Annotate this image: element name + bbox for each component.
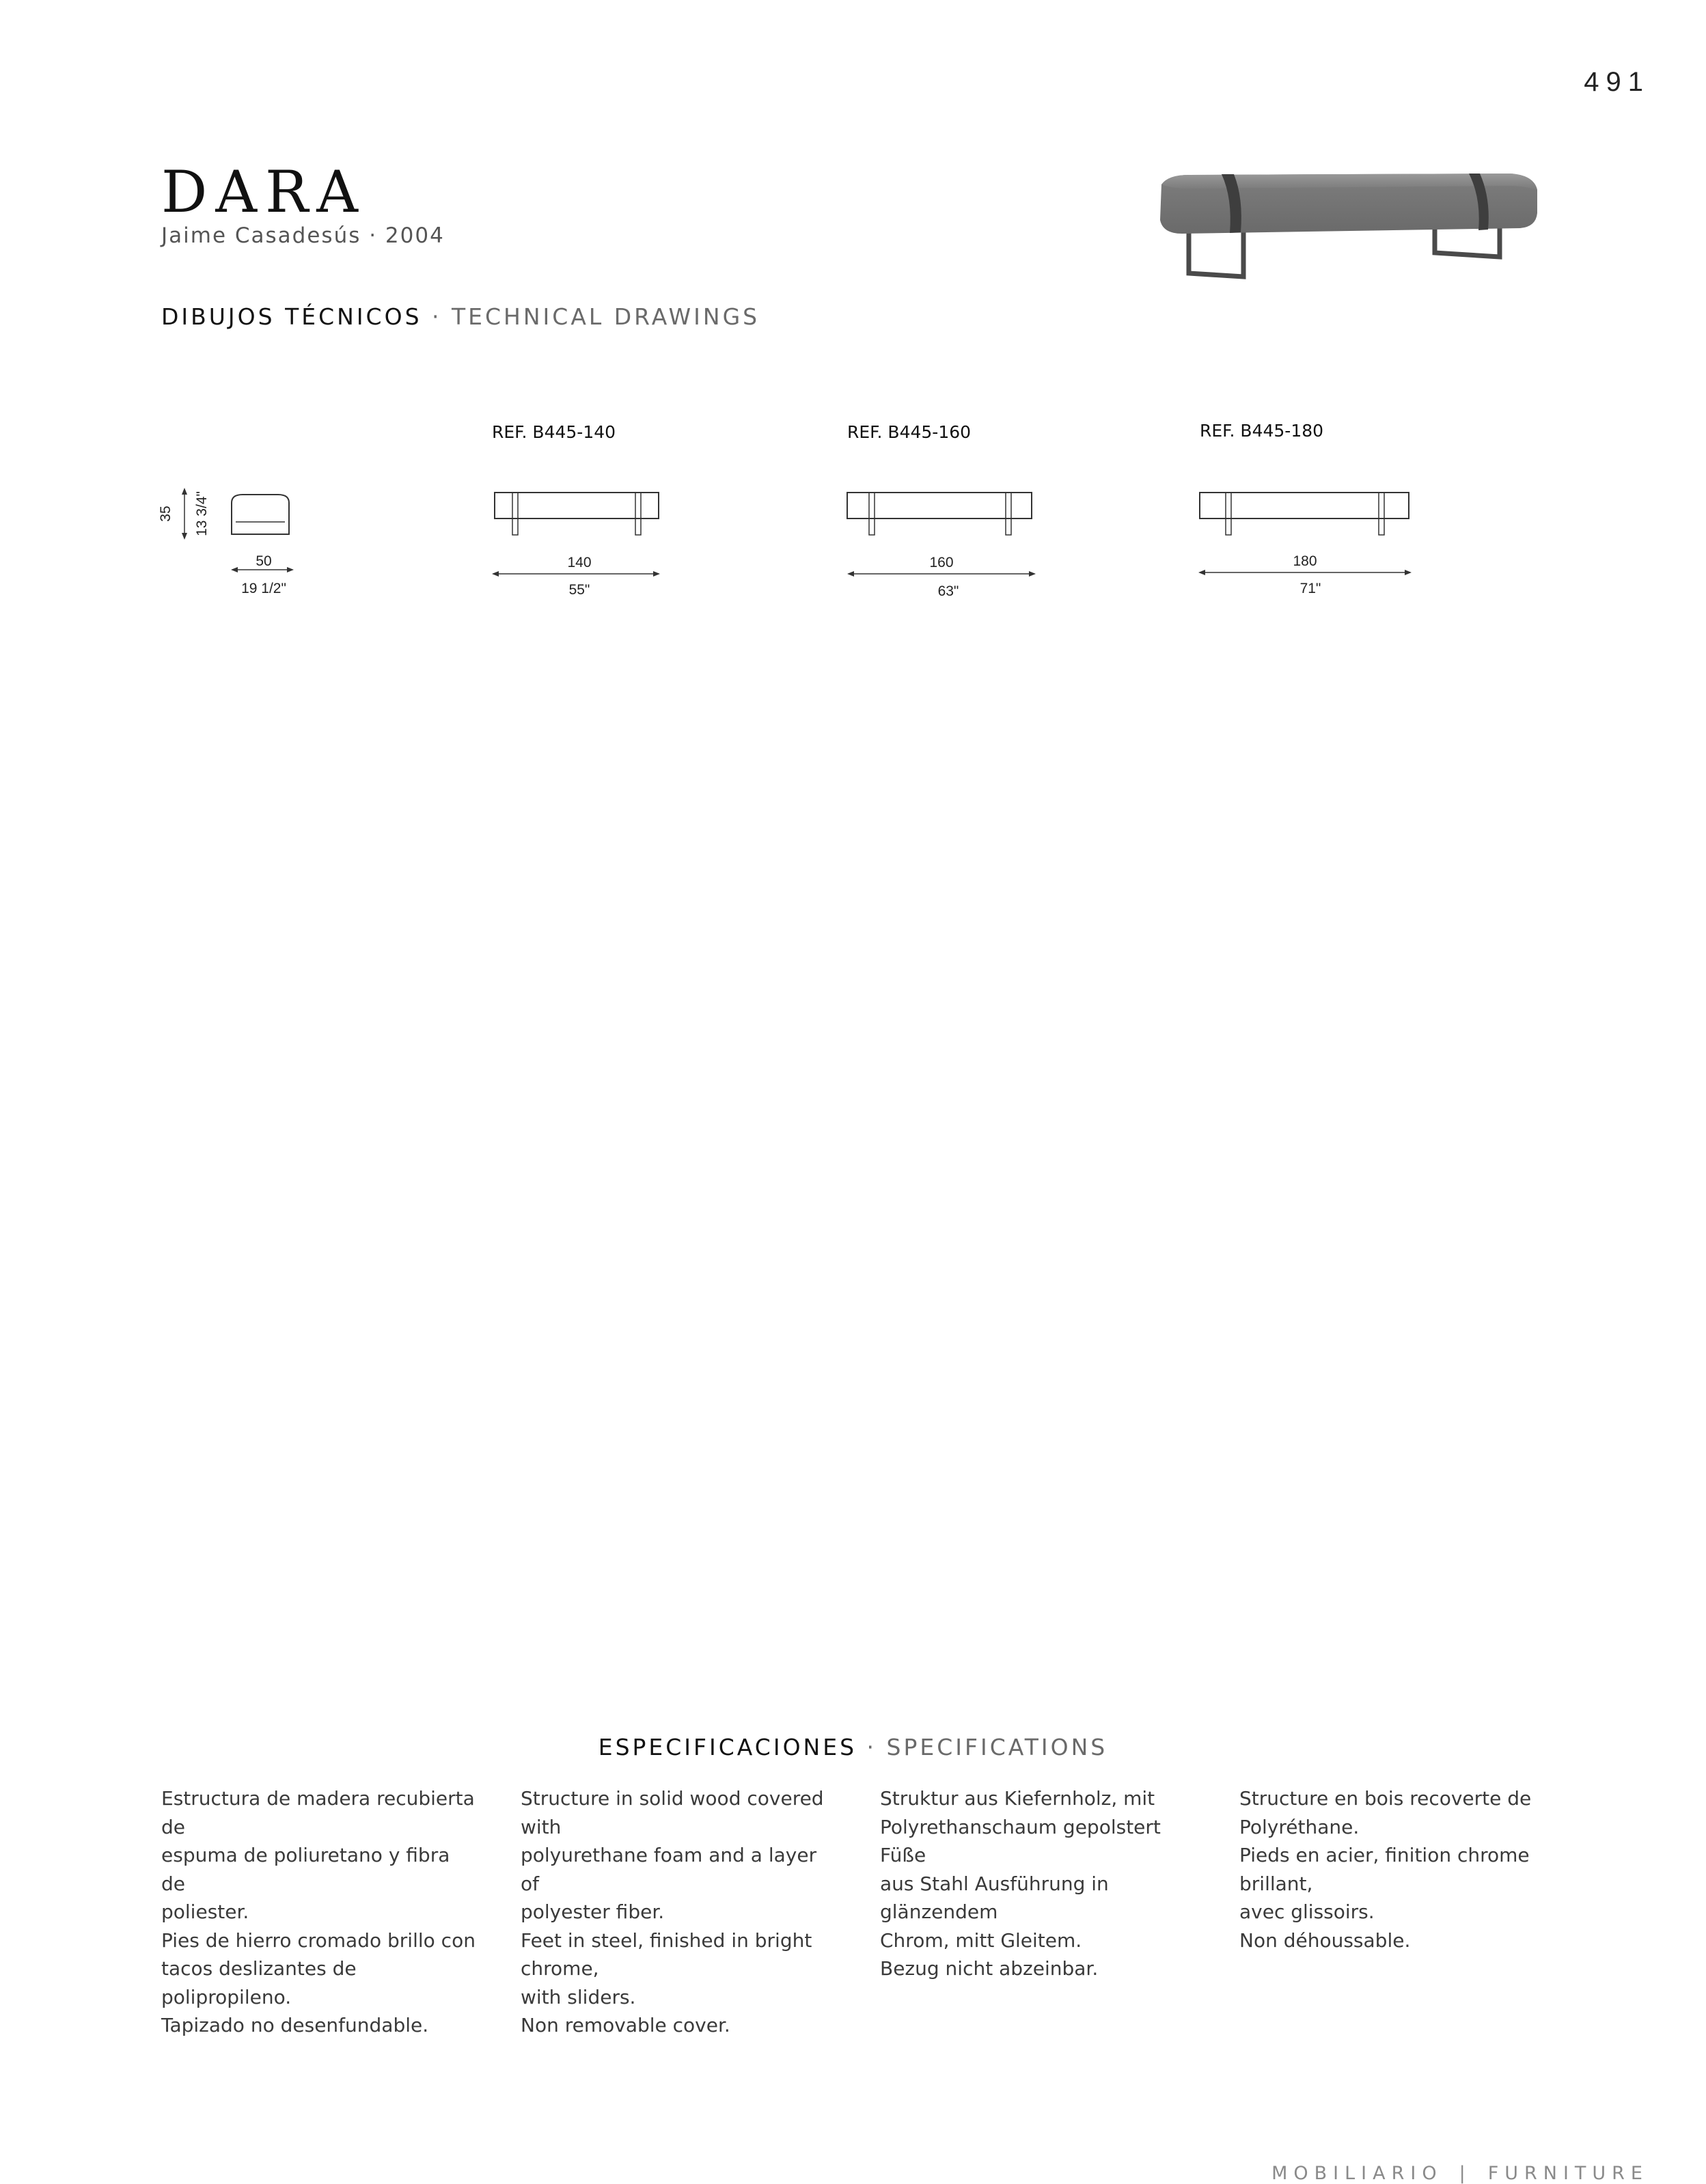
height-in: 13 3/4": [194, 491, 210, 536]
model-ref: REF. B445-160: [847, 422, 972, 442]
width-in: 71": [1299, 581, 1321, 596]
front-view-drawing: [846, 490, 1034, 537]
spec-text-fr: Structure en bois recoverte de Polyréthane. Pieds en acier, finition chrome brillant, avec glissoirs. Non déhoussable.: [1239, 1787, 1532, 1952]
width-in: 55": [568, 582, 590, 598]
technical-drawings-heading: DIBUJOS TÉCNICOS · TECHNICAL DRAWINGS: [161, 303, 760, 330]
front-view-drawing: [1198, 490, 1412, 537]
model-ref: REF. B445-140: [492, 422, 616, 442]
width-cm: 180: [1293, 553, 1317, 569]
front-view-drawing: [493, 490, 661, 537]
depth-in: 19 1/2": [241, 581, 286, 596]
designer-credit: Jaime Casadesús · 2004: [161, 223, 445, 248]
spec-text-es: Estructura de madera recubierta de espuma de poliuretano y fibra de poliester. Pies de hierro cromado brillo con tacos deslizantes de polipropileno. Tapizado no desenfundable.: [161, 1787, 476, 2036]
side-view-drawing: [229, 492, 297, 540]
spec-text-en: Structure in solid wood covered with polyurethane foam and a layer of polyester fiber. Feet in steel, finished in bright chrome, with sliders. Non removable cover.: [521, 1787, 824, 2036]
product-image: [1141, 171, 1544, 280]
height-dimension-arrow: [179, 486, 190, 541]
spec-text-de: Struktur aus Kiefernholz, mit Polyrethanschaum gepolstert Füße aus Stahl Ausführung in glänzendem Chrom, mitt Gleitem. Bezug nicht abzeinbar.: [880, 1787, 1161, 1980]
width-in: 63": [937, 583, 959, 599]
footer-section-label: MOBILIARIO | FURNITURE: [1271, 2163, 1649, 2184]
specifications-heading: ESPECIFICACIONES · SPECIFICATIONS: [598, 1734, 1108, 1760]
model-ref: REF. B445-180: [1200, 421, 1324, 441]
width-cm: 160: [929, 555, 954, 570]
product-title: DARA: [161, 158, 366, 225]
depth-cm: 50: [256, 553, 272, 569]
page-number: 491: [1584, 67, 1650, 97]
height-cm: 35: [158, 506, 174, 522]
width-cm: 140: [567, 555, 592, 570]
